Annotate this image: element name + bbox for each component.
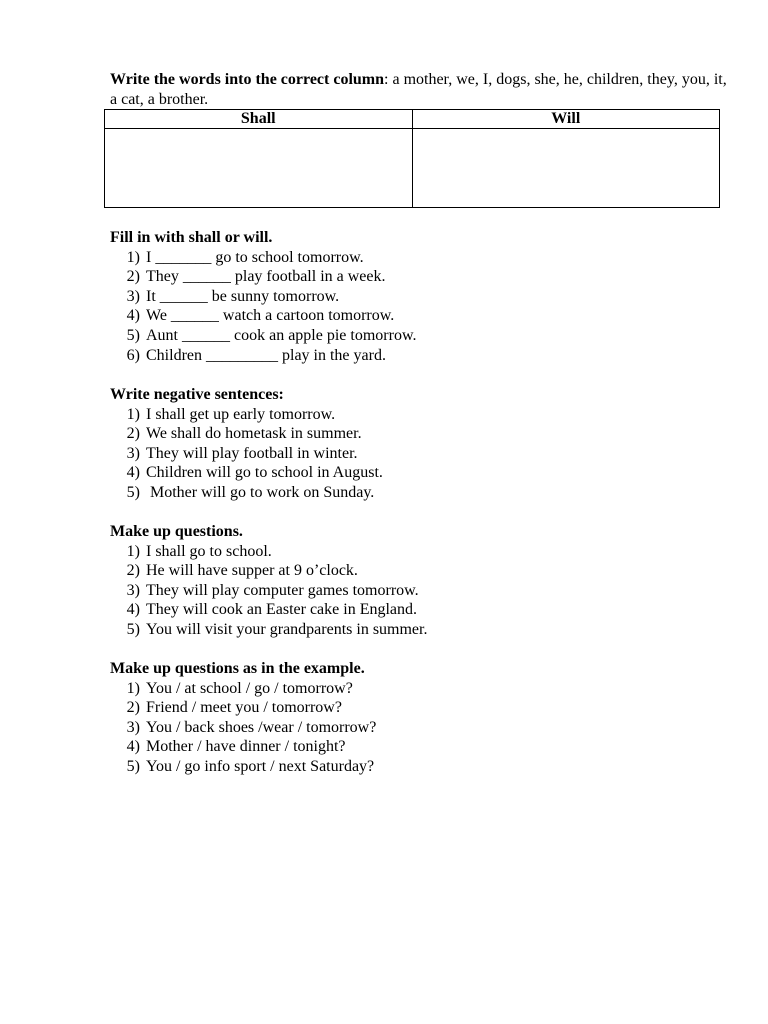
item-number: 1) [126, 679, 140, 697]
list-item [110, 306, 730, 326]
item-text: Children _________ play in the yard. [146, 346, 386, 364]
table-header-row [105, 110, 720, 129]
item-text: Mother will go to work on Sunday. [146, 483, 375, 501]
task3-section [110, 385, 730, 503]
item-text: Friend / meet you / tomorrow? [146, 699, 342, 717]
list-item [110, 267, 730, 287]
task3-title: Write negative sentences: [110, 386, 284, 403]
list-item [110, 444, 730, 464]
list-item [110, 581, 730, 601]
item-text: You / back shoes /wear / tomorrow? [146, 718, 377, 736]
item-number: 3) [126, 287, 140, 305]
item-number: 4) [126, 464, 140, 482]
item-text: You / go info sport / next Saturday? [146, 757, 375, 775]
item-text: They will cook an Easter cake in England. [146, 601, 418, 619]
task1-instruction [110, 70, 730, 109]
item-text: Aunt ______ cook an apple pie tomorrow. [146, 326, 417, 344]
item-number: 4) [126, 307, 140, 325]
item-number: 2) [126, 425, 140, 443]
item-text: We shall do hometask in summer. [146, 425, 362, 443]
item-number: 2) [126, 268, 140, 286]
item-number: 5) [126, 757, 140, 775]
list-item [110, 757, 730, 777]
list-item [110, 248, 730, 268]
item-text: You / at school / go / tomorrow? [146, 679, 353, 697]
list-item [110, 463, 730, 483]
item-text: Mother / have dinner / tonight? [146, 738, 346, 756]
item-number: 3) [126, 581, 140, 599]
item-text: You will visit your grandparents in summer. [146, 620, 428, 638]
item-number: 2) [126, 699, 140, 717]
item-number: 3) [126, 718, 140, 736]
column-header-shall: Shall [105, 110, 413, 129]
task4-title: Make up questions. [110, 523, 243, 540]
task2-section [110, 228, 730, 365]
item-number: 5) [126, 326, 140, 344]
item-number: 4) [126, 601, 140, 619]
list-item [110, 287, 730, 307]
task4-section [110, 522, 730, 640]
item-number: 2) [126, 562, 140, 580]
item-text: I _______ go to school tomorrow. [146, 248, 364, 266]
task1-instruction-bold: Write the words into the correct column [110, 71, 385, 88]
item-text: I shall go to school. [146, 542, 272, 560]
item-number: 5) [126, 620, 140, 638]
item-text: They will play football in winter. [146, 444, 358, 462]
item-text: He will have supper at 9 o’clock. [146, 562, 358, 580]
column-header-will: Will [412, 110, 720, 129]
list-item [110, 718, 730, 738]
item-text: We ______ watch a cartoon tomorrow. [146, 307, 395, 325]
item-number: 6) [126, 346, 140, 364]
list-item [110, 483, 730, 503]
shall-answer-cell[interactable] [105, 129, 413, 208]
task2-list [110, 248, 730, 366]
item-text: I shall get up early tomorrow. [146, 405, 336, 423]
task5-section [110, 659, 730, 777]
item-text: It ______ be sunny tomorrow. [146, 287, 340, 305]
list-item [110, 561, 730, 581]
list-item [110, 737, 730, 757]
list-item [110, 346, 730, 366]
list-item [110, 698, 730, 718]
shall-will-table [104, 109, 720, 208]
list-item [110, 679, 730, 699]
task3-list [110, 405, 730, 503]
item-number: 1) [126, 248, 140, 266]
item-number: 5) [126, 483, 140, 501]
task4-list [110, 542, 730, 640]
item-text: They ______ play football in a week. [146, 268, 386, 286]
list-item [110, 620, 730, 640]
list-item [110, 424, 730, 444]
item-number: 1) [126, 542, 140, 560]
item-number: 4) [126, 738, 140, 756]
item-text: Children will go to school in August. [146, 464, 383, 482]
list-item [110, 326, 730, 346]
task5-title: Make up questions as in the example. [110, 660, 365, 677]
task1-word-list: : a mother, we, I, dogs, she, he, children, they, you, it, a cat, a brother. [110, 71, 727, 108]
task5-list [110, 679, 730, 777]
item-number: 1) [126, 405, 140, 423]
item-number: 3) [126, 444, 140, 462]
will-answer-cell[interactable] [412, 129, 720, 208]
task2-title: Fill in with shall or will. [110, 229, 273, 246]
table-answer-row [105, 129, 720, 208]
list-item [110, 405, 730, 425]
item-text: They will play computer games tomorrow. [146, 581, 419, 599]
list-item [110, 600, 730, 620]
list-item [110, 542, 730, 562]
